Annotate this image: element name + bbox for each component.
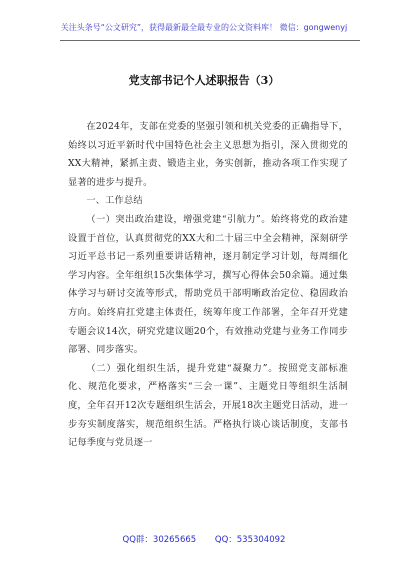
paragraph-political-building: （一）突出政治建设，增强党建“引航力”。始终将党的政治建设置于首位，认真贯彻党的XX大和二十届三中全会精神，深刻研学习近平总书记一系列重要讲话精神，逐月制定学习计划，每周细化学习内容。全年组织15次集体学习，撰写心得体会50余篇。通过集体学习与研讨交流等形式，帮助党员干部明晰政治定位、稳固政治方向。始终肩扛党建主体责任，统筹年度工作部署，全年召开党建专题会议14次，研究党建议题20个，有效推动党建与业务工作同步部署、同步落实。 <box>68 213 348 356</box>
paragraph-intro: 在2024年，支部在党委的坚强引领和机关党委的正确指导下，始终以习近平新时代中国特色社会主义思想为指引，深入贯彻党的XX大精神，紧抓主责、锻造主业，务实创新，推动各项工作实现了显著的进步与提升。 <box>68 121 348 188</box>
header-divider <box>60 40 360 41</box>
document-body <box>68 118 348 453</box>
header-banner: 关注头条号“公文研究”，获得最新最全最专业的公文资料库！ 微信：gongwenyj <box>60 23 348 32</box>
footer-qq-group: QQ群：30265665 <box>122 535 197 545</box>
paragraph-organization-life: （二）强化组织生活，提升党建“凝聚力”。按照党支部标准化、规范化要求，严格落实“三会一课”、主题党日等组织生活制度，全年召开12次专题组织生活会，开展18次主题党日活动，进一步夯实制度落实，规范组织生活。严格执行谈心谈话制度，支部书记每季度与党员逐一 <box>68 362 348 449</box>
footer-contact <box>0 533 408 545</box>
section-heading: 一、工作总结 <box>86 195 143 207</box>
footer-qq: QQ：535304092 <box>214 535 286 545</box>
document-title: 党支部书记个人述职报告（3） <box>128 74 280 87</box>
